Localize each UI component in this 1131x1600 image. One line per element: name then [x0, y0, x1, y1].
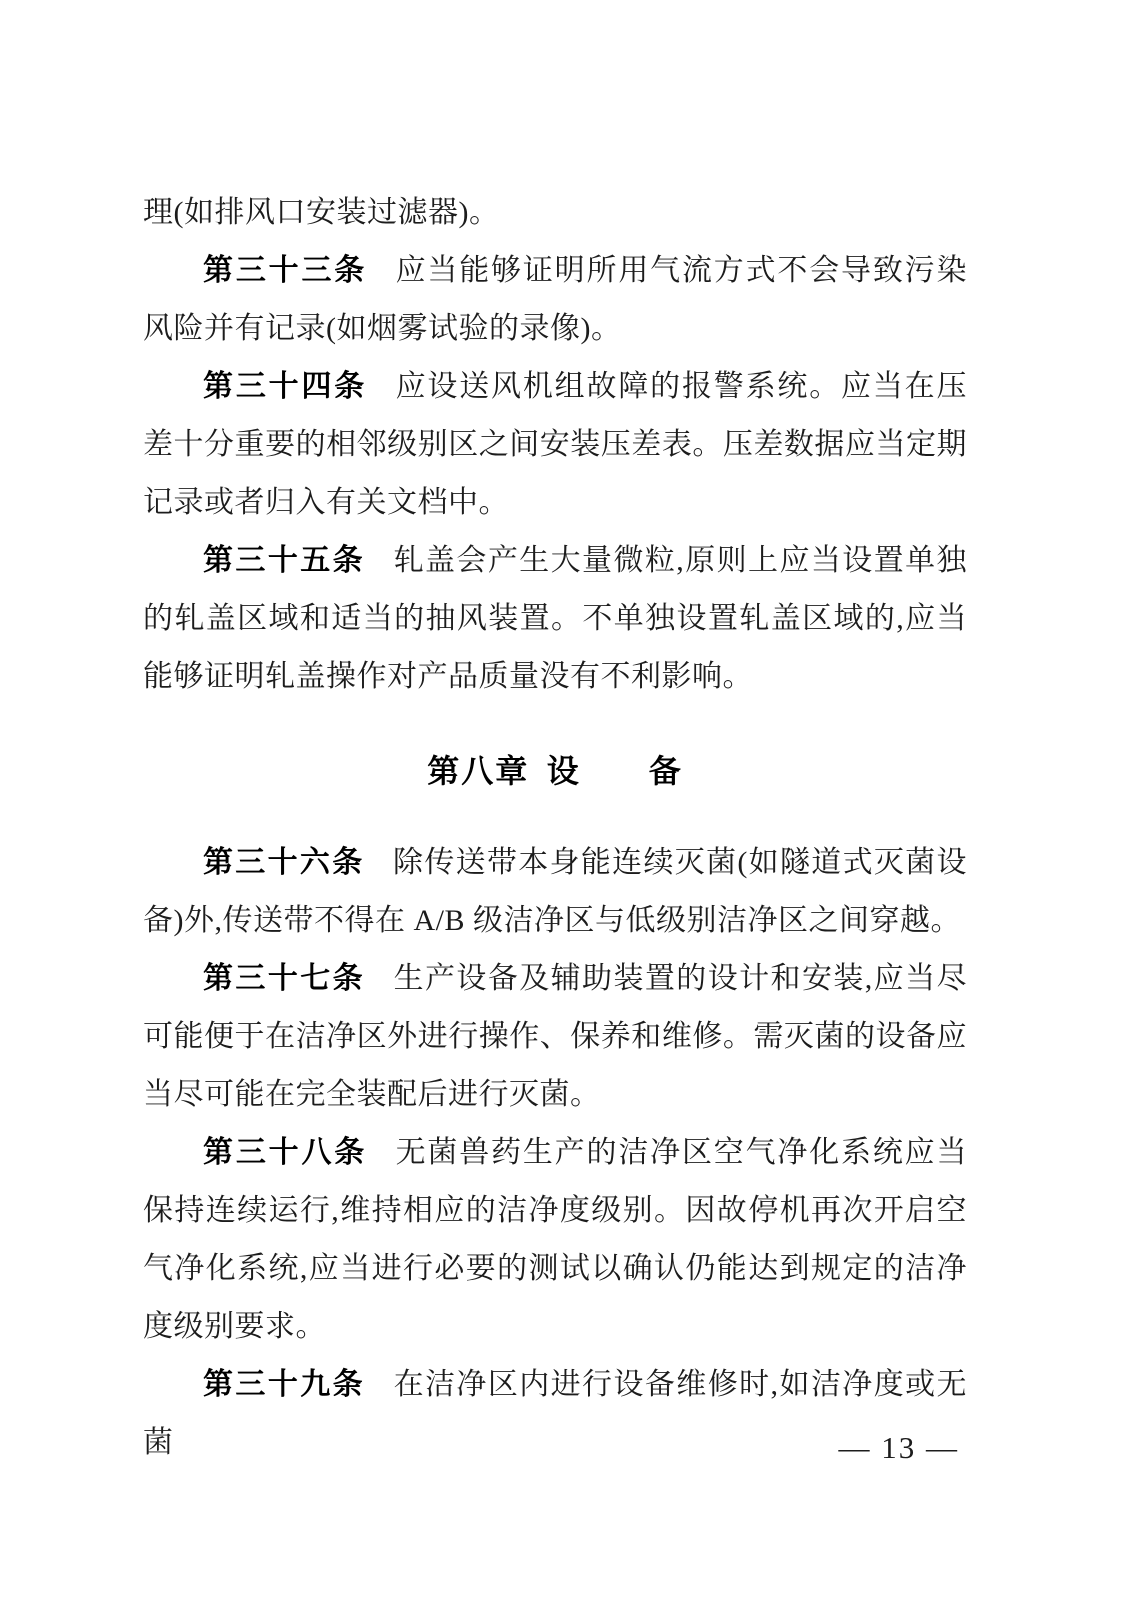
article-33-number: 第三十三条 — [203, 254, 368, 287]
article-33-text: 应当能够证明所用气流方式不会导致污染风险并有记录(如烟雾试验的录像)。 — [143, 254, 968, 345]
page-footer — [839, 1428, 960, 1468]
article-35-number: 第三十五条 — [203, 544, 366, 577]
article-33 — [143, 242, 967, 358]
article-37 — [143, 950, 967, 1124]
chapter-heading — [143, 742, 967, 800]
article-39-text: 在洁净区内进行设备维修时,如洁净度或无菌 — [143, 1368, 968, 1459]
article-37-text: 生产设备及辅助装置的设计和安装,应当尽可能便于在洁净区外进行操作、保养和维修。需灭菌的设备应当尽可能在完全装配后进行灭菌。 — [143, 962, 968, 1111]
article-35 — [143, 532, 967, 706]
chapter-title: 设 备 — [546, 753, 683, 789]
article-39-number: 第三十九条 — [203, 1368, 366, 1401]
document-body — [143, 184, 967, 1472]
page-number: — 13 — — [838, 1430, 959, 1465]
article-37-number: 第三十七条 — [203, 962, 366, 995]
article-38-number: 第三十八条 — [203, 1136, 368, 1169]
article-35-text: 轧盖会产生大量微粒,原则上应当设置单独的轧盖区域和适当的抽风装置。不单独设置轧盖区域的,应当能够证明轧盖操作对产品质量没有不利影响。 — [143, 544, 968, 693]
article-34 — [143, 358, 967, 532]
article-36 — [143, 834, 967, 950]
chapter-number: 第八章 — [427, 753, 530, 789]
article-36-number: 第三十六条 — [203, 846, 365, 879]
paragraph-continuation: 理(如排风口安装过滤器)。 — [143, 196, 500, 229]
article-36-text: 除传送带本身能连续灭菌(如隧道式灭菌设备)外,传送带不得在 A/B 级洁净区与低级别洁净区之间穿越。 — [143, 846, 967, 937]
article-34-number: 第三十四条 — [203, 370, 368, 403]
article-34-text: 应设送风机组故障的报警系统。应当在压差十分重要的相邻级别区之间安装压差表。压差数据应当定期记录或者归入有关文档中。 — [143, 370, 968, 519]
article-38-text: 无菌兽药生产的洁净区空气净化系统应当保持连续运行,维持相应的洁净度级别。因故停机再次开启空气净化系统,应当进行必要的测试以确认仍能达到规定的洁净度级别要求。 — [143, 1136, 968, 1343]
article-38 — [143, 1124, 967, 1356]
